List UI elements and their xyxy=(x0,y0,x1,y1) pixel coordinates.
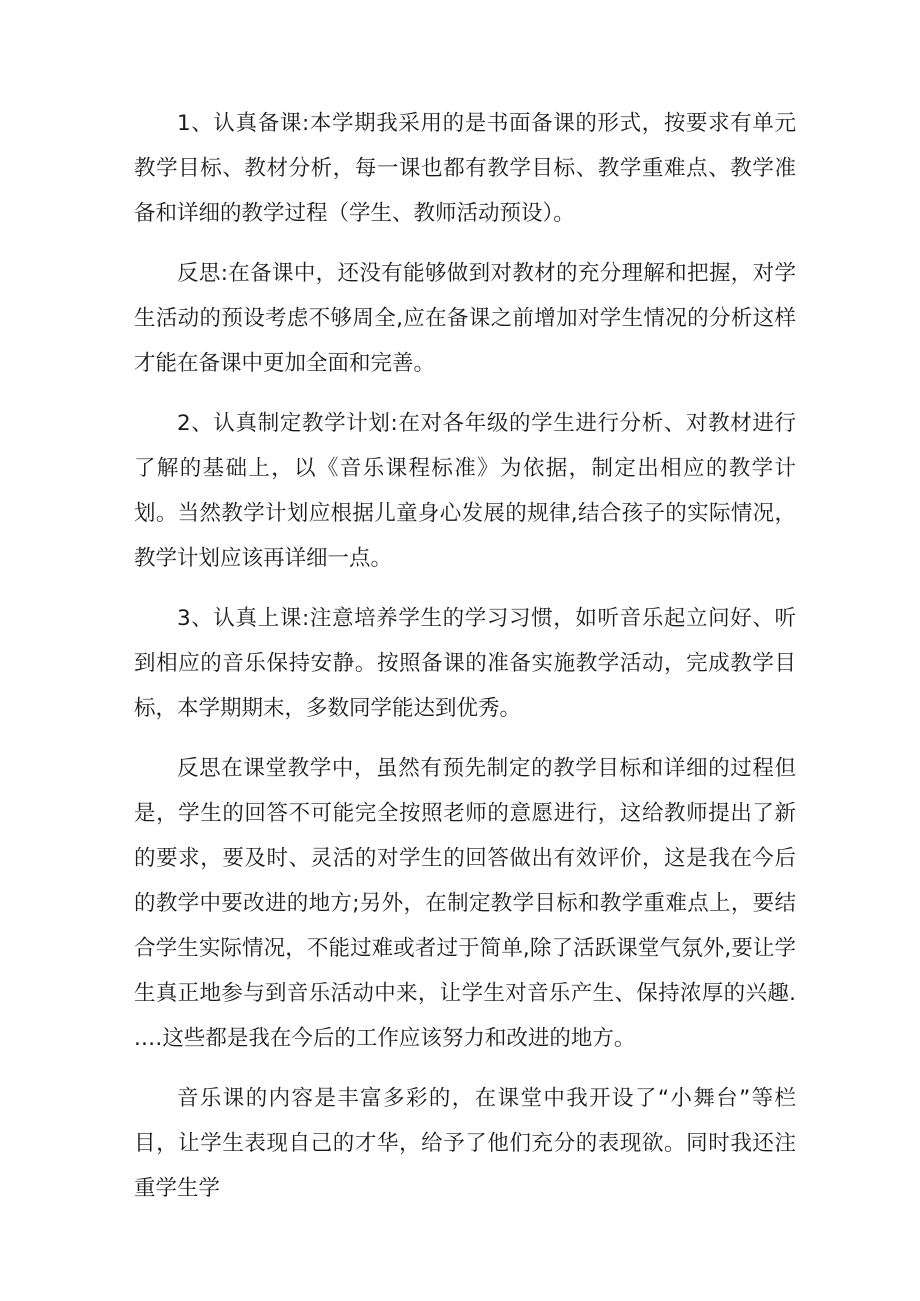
paragraph-reflection-classroom: 反思在课堂教学中，虽然有预先制定的教学目标和详细的过程但是，学生的回答不可能完全按照老师的意愿进行，这给教师提出了新的要求，要及时、灵活的对学生的回答做出有效评价，这是我在今后的教学中要改进的地方;另外，在制定教学目标和教学重难点上，要结合学生实际情况，不能过难或者过于简单,除了活跃课堂气氛外,要让学生真正地参与到音乐活动中来，让学生对音乐产生、保持浓厚的兴趣. .…这些都是我在今后的工作应该努力和改进的地方。 xyxy=(134,756,796,1051)
paragraph-reflection-preparation: 反思:在备课中，还没有能够做到对教材的充分理解和把握，对学生活动的预设考虑不够周全,应在备课之前增加对学生情况的分析这样才能在备课中更加全面和完善。 xyxy=(134,261,796,376)
paragraph-teaching-plan: 2、认真制定教学计划:在对各年级的学生进行分析、对教材进行了解的基础上，以《音乐课程标准》为依据，制定出相应的教学计划。当然教学计划应根据儿童身心发展的规律,结合孩子的实际情况，教学计划应该再详细一点。 xyxy=(134,411,796,571)
paragraph-lesson-preparation: 1、认真备课:本学期我采用的是书面备课的形式，按要求有单元教学目标、教材分析，每一课也都有教学目标、教学重难点、教学准备和详细的教学过程（学生、教师活动预设）。 xyxy=(134,111,796,226)
document-body xyxy=(134,101,796,1226)
paragraph-music-content: 音乐课的内容是丰富多彩的，在课堂中我开设了“小舞台”等栏目，让学生表现自己的才华，给予了他们充分的表现欲。同时我还注重学生学 xyxy=(134,1086,796,1201)
paragraph-class-teaching: 3、认真上课:注意培养学生的学习习惯，如听音乐起立问好、听到相应的音乐保持安静。按照备课的准备实施教学活动，完成教学目标，本学期期末，多数同学能达到优秀。 xyxy=(134,606,796,721)
